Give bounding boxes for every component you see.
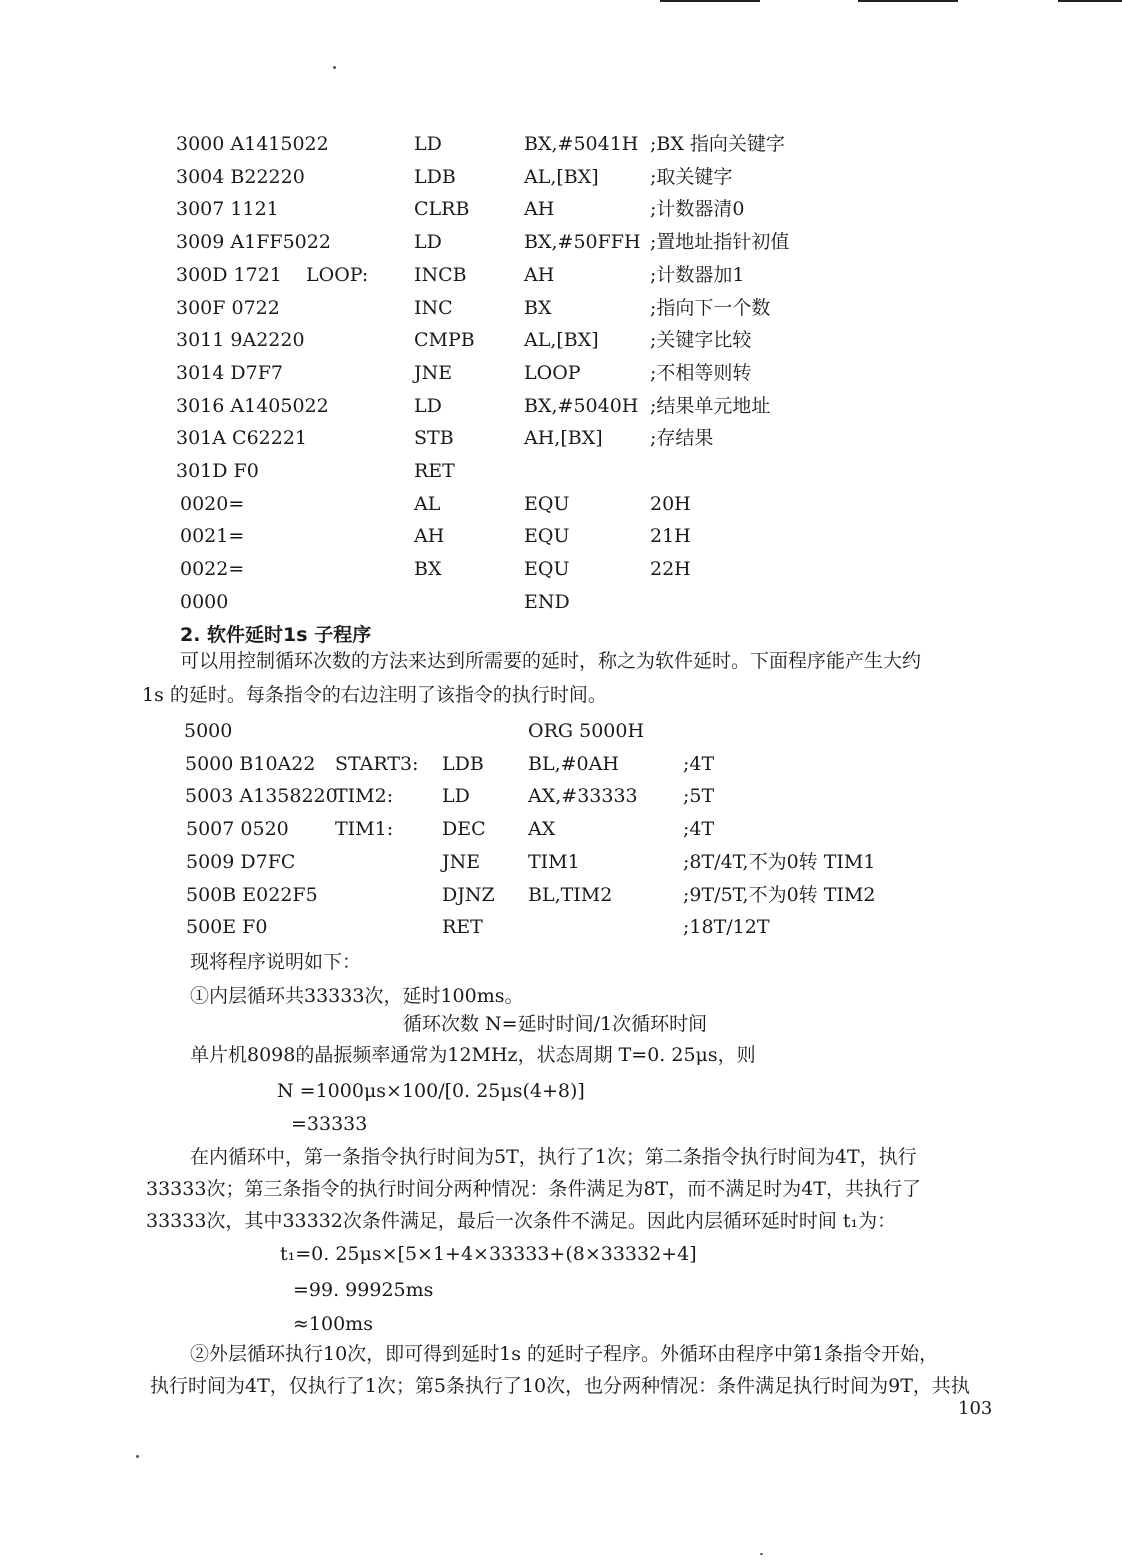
- code-op: LD: [442, 785, 470, 808]
- code-comment: ;取关键字: [650, 165, 733, 188]
- explain-line: 单片机8098的晶振频率通常为12MHz，状态周期 T=0. 25μs，则: [190, 1044, 756, 1066]
- code-addr: 300F 0722: [176, 296, 280, 319]
- code-comment: 20H: [650, 492, 691, 515]
- code-op: LD: [414, 133, 442, 155]
- code-arg: LOOP: [524, 361, 581, 384]
- code-op: RET: [442, 916, 483, 939]
- code-addr: 301D F0: [176, 460, 259, 482]
- code-addr: 3009 A1FF5022: [176, 231, 331, 254]
- page-number: 103: [958, 1398, 993, 1419]
- explain-line: 执行时间为4T，仅执行了1次；第5条执行了10次，也分两种情况：条件满足执行时间为9T，共执: [150, 1375, 970, 1397]
- code-comment: ;指向下一个数: [650, 296, 771, 319]
- explain-line: 在内循环中，第一条指令执行时间为5T，执行了1次；第二条指令执行时间为4T，执行: [190, 1146, 917, 1168]
- code-addr: 0020=: [180, 492, 245, 515]
- explain-line: 33333次；第三条指令的执行时间分两种情况：条件满足为8T，而不满足时为4T，共执行了: [146, 1178, 921, 1200]
- formula-line: t₁=0. 25μs×[5×1+4×33333+(8×33332+4]: [280, 1243, 697, 1265]
- code-op: LDB: [442, 752, 484, 775]
- code-label: TIM2:: [335, 785, 394, 808]
- intro-line-1: 可以用控制循环次数的方法来达到所需要的延时，称之为软件延时。下面程序能产生大约: [180, 650, 922, 672]
- code-comment: ;4T: [683, 752, 715, 775]
- code-arg: TIM1: [528, 850, 580, 873]
- formula-line: =33333: [291, 1113, 368, 1135]
- scan-speck: [136, 1455, 139, 1458]
- header-rule: [1058, 0, 1122, 2]
- code-addr: 300D 1721: [176, 263, 282, 286]
- code-arg: BL,#0AH: [528, 752, 619, 775]
- code-op: CLRB: [414, 198, 470, 221]
- explain-line: 33333次，其中33332次条件满足，最后一次条件不满足。因此内层循环延时时间 t₁为：: [146, 1210, 897, 1232]
- code-addr: 500B E022F5: [186, 883, 318, 906]
- scan-speck: [760, 1553, 763, 1555]
- code-label: START3:: [335, 752, 419, 775]
- code-comment: 22H: [650, 558, 691, 581]
- code-op: AL: [414, 492, 441, 515]
- code-op: STB: [414, 427, 454, 450]
- code-label: TIM1:: [335, 818, 394, 841]
- code-comment: 21H: [650, 525, 691, 548]
- code-arg: AL,[BX]: [524, 165, 599, 188]
- explain-item-2: ②外层循环执行10次，即可得到延时1s 的延时子程序。外循环由程序中第1条指令开始，: [190, 1343, 939, 1365]
- explain-heading: 现将程序说明如下：: [190, 951, 362, 973]
- code-op: JNE: [442, 850, 481, 873]
- code-addr: 301A C62221: [176, 427, 308, 450]
- code-comment: ;不相等则转: [650, 361, 752, 384]
- code-addr: 3004 B22220: [176, 165, 305, 188]
- code-addr: 3011 9A2220: [176, 329, 305, 352]
- code-addr: 5000: [184, 720, 233, 742]
- code-comment: ;8T/4T,不为0转 TIM1: [683, 850, 876, 873]
- code-op: DJNZ: [442, 883, 495, 906]
- code-arg: AH: [524, 198, 555, 221]
- code-addr: 3007 1121: [176, 198, 279, 221]
- code-comment: ;计数器清0: [650, 198, 745, 221]
- code-addr: 0022=: [180, 558, 245, 581]
- scan-speck: [333, 66, 336, 69]
- code-op: JNE: [414, 361, 453, 384]
- formula-line: N =1000μs×100/[0. 25μs(4+8)]: [277, 1080, 585, 1102]
- code-op: AH: [414, 525, 445, 548]
- code-comment: ;关键字比较: [650, 329, 752, 352]
- header-rule: [660, 0, 760, 2]
- code-arg: AL,[BX]: [524, 329, 599, 352]
- code-op: LD: [414, 394, 442, 417]
- code-op: INCB: [414, 263, 467, 286]
- code-addr: 3016 A1405022: [176, 394, 329, 417]
- code-comment: ;存结果: [650, 427, 714, 450]
- code-addr: 3014 D7F7: [176, 361, 283, 384]
- code-comment: ;5T: [683, 785, 715, 808]
- code-arg: BX,#50FFH: [524, 231, 641, 254]
- code-op: RET: [414, 460, 455, 482]
- code-addr: 5007 0520: [186, 818, 289, 841]
- formula-line: ≈100ms: [293, 1313, 373, 1335]
- code-op: LD: [414, 231, 442, 254]
- formula-line: =99. 99925ms: [293, 1279, 434, 1301]
- code-arg: AH: [524, 263, 555, 286]
- code-arg: END: [524, 590, 570, 613]
- header-rule: [858, 0, 958, 2]
- code-arg: BX,#5041H: [524, 133, 639, 155]
- code-addr: 5003 A1358220: [185, 785, 338, 808]
- code-addr: 5000 B10A22: [185, 752, 316, 775]
- code-comment: ;置地址指针初值: [650, 231, 790, 254]
- code-op: BX: [414, 558, 442, 581]
- code-comment: ;结果单元地址: [650, 394, 771, 417]
- code-arg: EQU: [524, 492, 570, 515]
- code-arg: BL,TIM2: [528, 883, 613, 906]
- code-addr: 3000 A1415022: [176, 133, 329, 155]
- code-addr: 500E F0: [186, 916, 268, 939]
- explain-item-1: ①内层循环共33333次，延时100ms。: [190, 985, 524, 1007]
- section-title: 2. 软件延时1s 子程序: [180, 624, 372, 646]
- code-comment: ;计数器加1: [650, 263, 745, 286]
- code-label: LOOP:: [306, 263, 369, 286]
- code-arg: BX,#5040H: [524, 394, 639, 417]
- code-addr: 0021=: [180, 525, 245, 548]
- code-arg: AX,#33333: [528, 785, 638, 808]
- code-comment: ;9T/5T,不为0转 TIM2: [683, 883, 876, 906]
- code-addr: 5009 D7FC: [186, 850, 296, 873]
- code-op: DEC: [442, 818, 486, 841]
- code-comment: ;BX 指向关键字: [650, 133, 785, 155]
- intro-line-2: 1s 的延时。每条指令的右边注明了该指令的执行时间。: [142, 684, 607, 706]
- code-op: LDB: [414, 165, 456, 188]
- code-arg: BX: [524, 296, 552, 319]
- code-arg: EQU: [524, 525, 570, 548]
- code-arg: AX: [528, 818, 556, 841]
- formula-line: 循环次数 N=延时时间/1次循环时间: [403, 1013, 708, 1035]
- code-arg: ORG 5000H: [528, 720, 645, 742]
- code-arg: EQU: [524, 558, 570, 581]
- code-comment: ;4T: [683, 818, 715, 841]
- code-addr: 0000: [180, 590, 229, 613]
- code-comment: ;18T/12T: [683, 916, 770, 939]
- code-op: INC: [414, 296, 453, 319]
- code-arg: AH,[BX]: [524, 427, 603, 450]
- code-op: CMPB: [414, 329, 475, 352]
